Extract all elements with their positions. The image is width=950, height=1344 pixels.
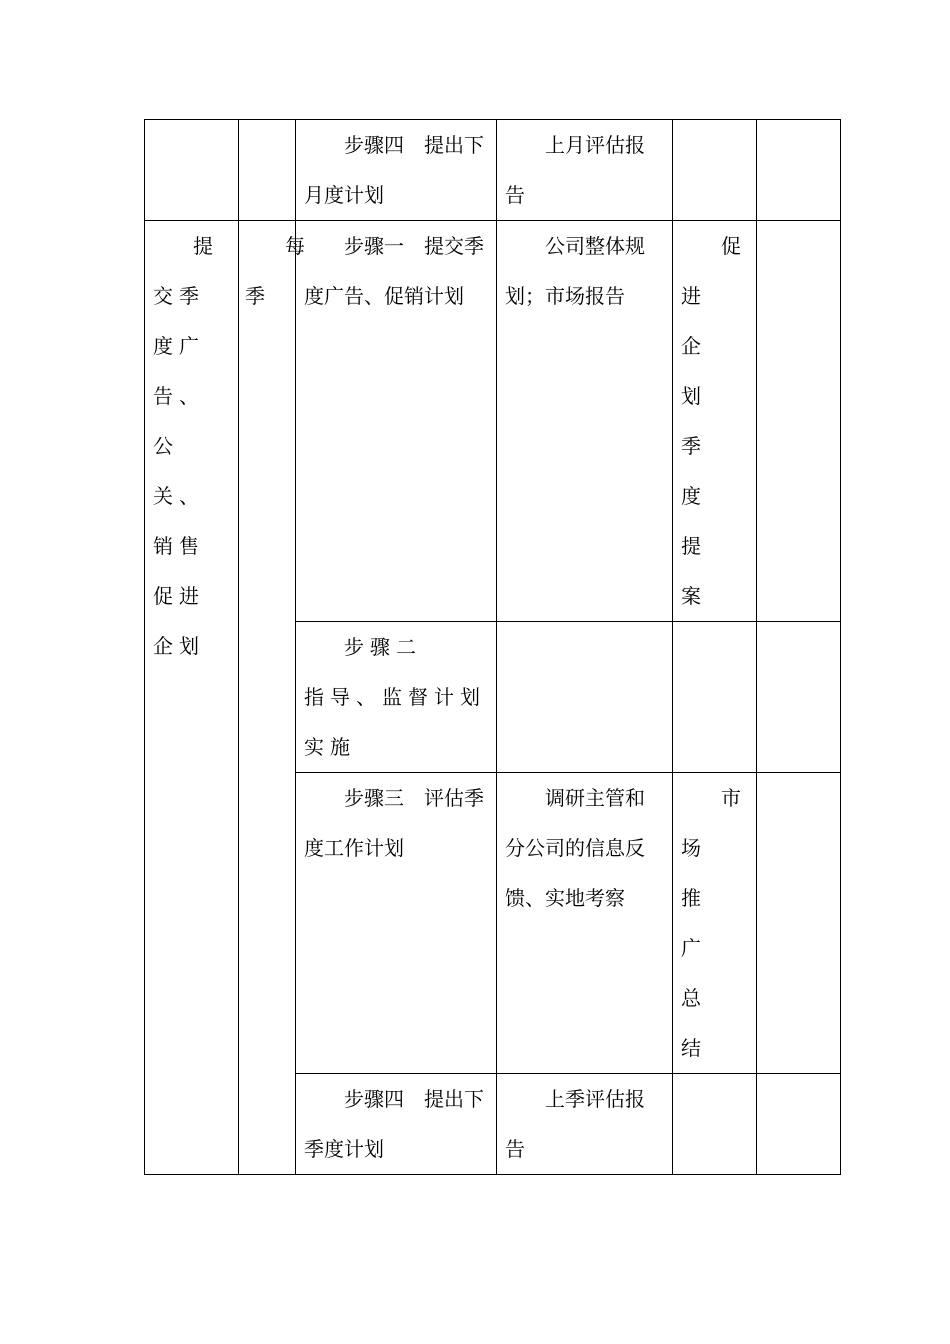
output-cell: 市场推广总结 xyxy=(673,773,757,1074)
table-row xyxy=(145,221,841,622)
input-cell xyxy=(497,622,673,773)
frequency-cell: 每季 xyxy=(239,221,296,1175)
input-cell: 调研主管和分公司的信息反馈、实地考察 xyxy=(497,773,673,1074)
output-cell: 促进企划季度提案 xyxy=(673,221,757,622)
input-cell: 上月评估报告 xyxy=(497,120,673,221)
task-cell xyxy=(145,120,239,221)
note-cell xyxy=(757,120,841,221)
note-cell xyxy=(757,773,841,1074)
step-cell: 步骤三 评估季度工作计划 xyxy=(296,773,497,1074)
process-table xyxy=(144,119,841,1175)
note-cell xyxy=(757,1074,841,1175)
input-cell: 上季评估报告 xyxy=(497,1074,673,1175)
table-row xyxy=(145,120,841,221)
step-cell: 步骤二 指导、监督计划实施 xyxy=(296,622,497,773)
output-cell xyxy=(673,622,757,773)
step-cell: 步骤一 提交季度广告、促销计划 xyxy=(296,221,497,622)
step-cell: 步骤四 提出下月度计划 xyxy=(296,120,497,221)
step-cell: 步骤四 提出下季度计划 xyxy=(296,1074,497,1175)
note-cell xyxy=(757,622,841,773)
task-cell: 提交季度广告、公关、销售促进企划 xyxy=(145,221,239,1175)
note-cell xyxy=(757,221,841,622)
frequency-cell xyxy=(239,120,296,221)
output-cell xyxy=(673,120,757,221)
output-cell xyxy=(673,1074,757,1175)
input-cell: 公司整体规划；市场报告 xyxy=(497,221,673,622)
